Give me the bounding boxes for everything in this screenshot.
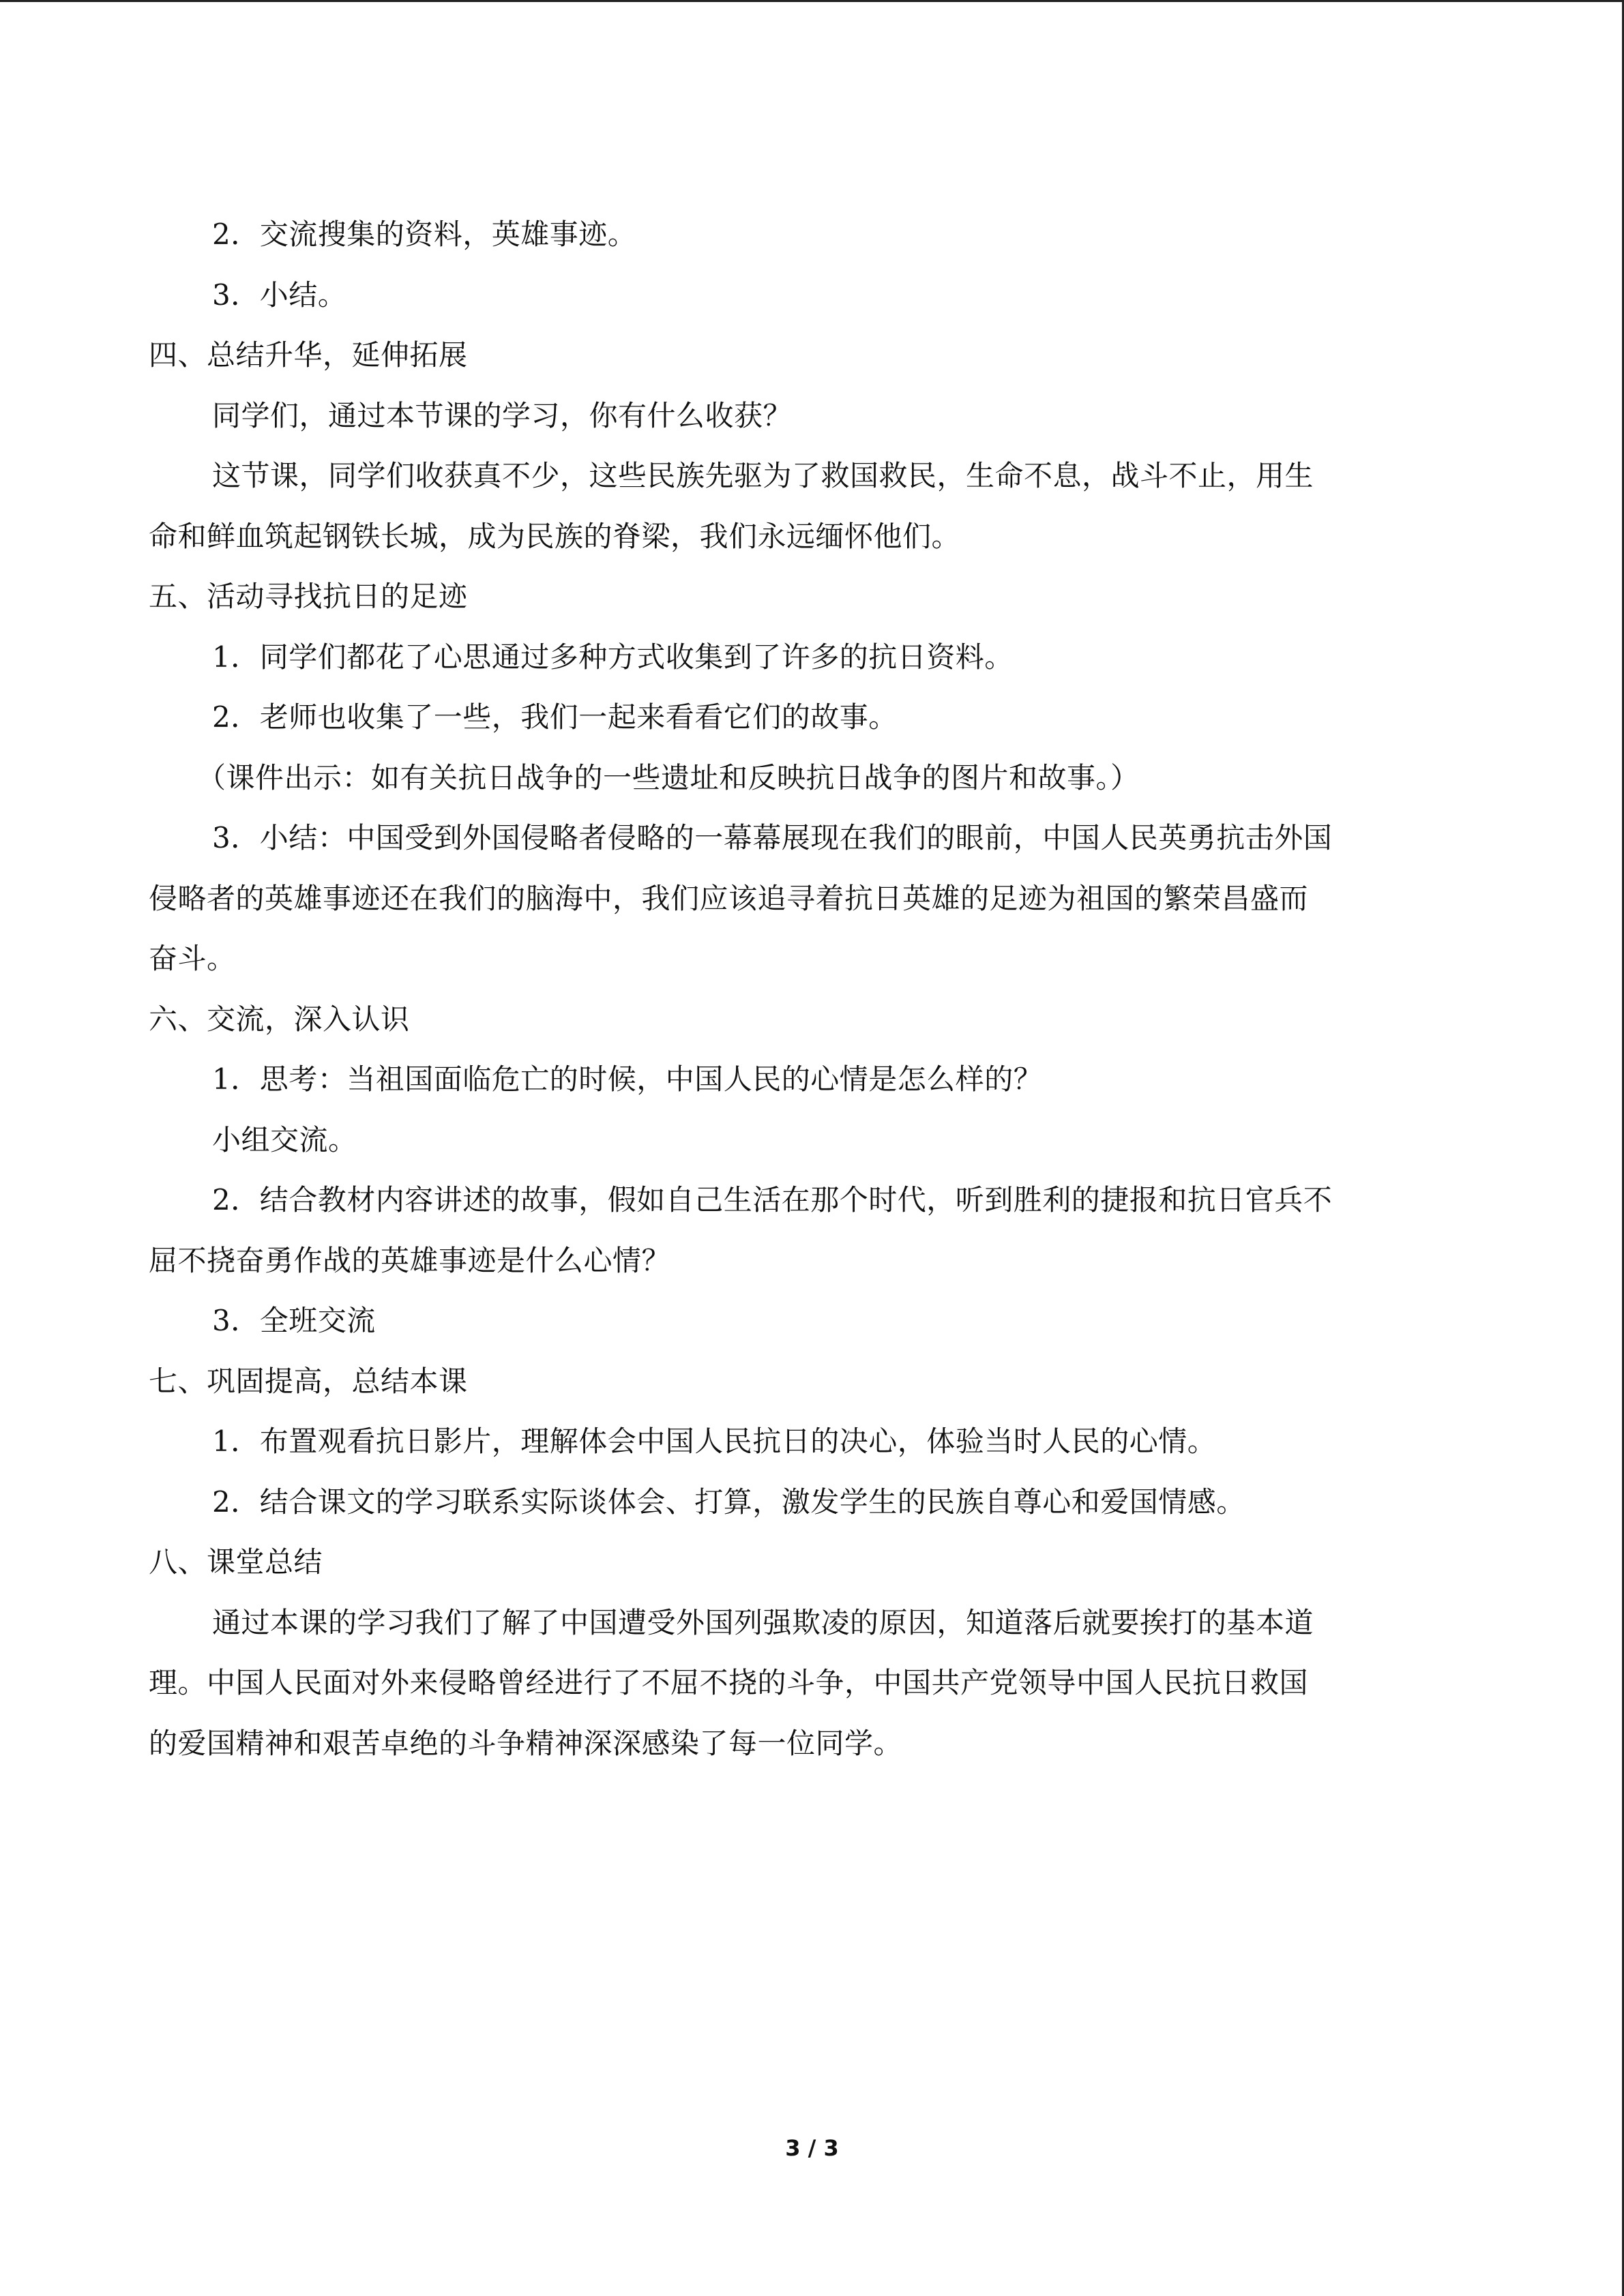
- top-border: [0, 0, 1624, 2]
- paragraph-line: 命和鲜血筑起钢铁长城，成为民族的脊梁，我们永远缅怀他们。: [149, 519, 961, 553]
- paragraph-line: 1．思考：当祖国面临危亡的时候，中国人民的心情是怎么样的？: [212, 1062, 1043, 1096]
- paragraph-line: 这节课，同学们收获真不少，这些民族先驱为了救国救民，生命不息，战斗不止，用生: [212, 459, 1314, 492]
- page-number: 3 / 3: [785, 2135, 839, 2161]
- section-heading: 七、巩固提高，总结本课: [149, 1364, 468, 1398]
- document-body: [149, 205, 1475, 1774]
- paragraph-line: 2．交流搜集的资料，英雄事迹。: [212, 218, 637, 251]
- paragraph-line: 2．老师也收集了一些，我们一起来看看它们的故事。: [212, 700, 898, 734]
- paragraph-line: 通过本课的学习我们了解了中国遭受外国列强欺凌的原因，知道落后就要挨打的基本道: [212, 1605, 1314, 1639]
- paragraph-line: 同学们，通过本节课的学习，你有什么收获？: [212, 398, 793, 432]
- paragraph-line: 3．小结。: [212, 278, 347, 312]
- paragraph-line: 1．布置观看抗日影片，理解体会中国人民抗日的决心，体验当时人民的心情。: [212, 1425, 1217, 1458]
- paragraph-line: 3．全班交流: [212, 1304, 376, 1337]
- section-heading: 五、活动寻找抗日的足迹: [149, 580, 468, 613]
- paragraph-line: 侵略者的英雄事迹还在我们的脑海中，我们应该追寻着抗日英雄的足迹为祖国的繁荣昌盛而: [149, 881, 1309, 915]
- paragraph-line: 3．小结：中国受到外国侵略者侵略的一幕幕展现在我们的眼前，中国人民英勇抗击外国: [212, 821, 1333, 854]
- paragraph-line: 理。中国人民面对外来侵略曾经进行了不屈不挠的斗争，中国共产党领导中国人民抗日救国: [149, 1666, 1309, 1699]
- paragraph-line: 的爱国精神和艰苦卓绝的斗争精神深深感染了每一位同学。: [149, 1726, 903, 1760]
- section-heading: 八、课堂总结: [149, 1545, 323, 1579]
- paragraph-line: 2．结合课文的学习联系实际谈体会、打算，激发学生的民族自尊心和爱国情感。: [212, 1485, 1245, 1519]
- section-heading: 四、总结升华，延伸拓展: [149, 338, 468, 372]
- paragraph-line: 1．同学们都花了心思通过多种方式收集到了许多的抗日资料。: [212, 640, 1014, 674]
- paragraph-line: 小组交流。: [212, 1122, 357, 1157]
- paragraph-line: 奋斗。: [149, 942, 236, 975]
- paragraph-line: （课件出示：如有关抗日战争的一些遗址和反映抗日战争的图片和故事。）: [197, 760, 1140, 794]
- section-heading: 六、交流，深入认识: [149, 1002, 410, 1036]
- paragraph-line: 2．结合教材内容讲述的故事，假如自己生活在那个时代，听到胜利的捷报和抗日官兵不: [212, 1183, 1333, 1217]
- paragraph-line: 屈不挠奋勇作战的英雄事迹是什么心情？: [149, 1243, 671, 1277]
